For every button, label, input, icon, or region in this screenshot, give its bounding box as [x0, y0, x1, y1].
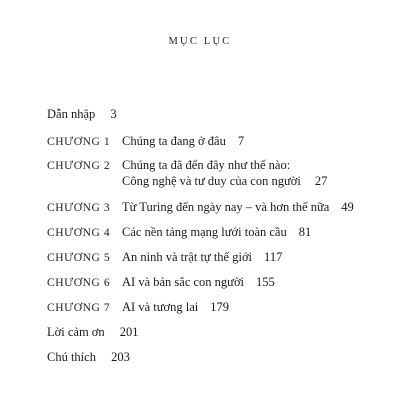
entry-page-number: 203 [111, 350, 130, 364]
chapter-label: CHƯƠNG 7 [47, 302, 111, 314]
toc-entry-chapter-3[interactable] [47, 199, 354, 216]
entry-page-number: 117 [264, 250, 283, 264]
toc-entry-chapter-7[interactable] [47, 299, 229, 316]
entry-title-line2: Công nghệ và tư duy của con người [122, 174, 301, 188]
toc-entry-notes[interactable] [47, 349, 130, 365]
entry-page-number: 7 [237, 134, 245, 148]
entry-page-number: 81 [298, 225, 312, 239]
toc-entry-chapter-4[interactable] [47, 224, 311, 241]
entry-title: Các nền tảng mạng lưới toàn cầu [122, 225, 287, 239]
chapter-label: CHƯƠNG 6 [47, 277, 111, 289]
entry-page-number: 3 [110, 107, 117, 121]
toc-entry-chapter-1[interactable] [47, 133, 244, 150]
chapter-label: CHƯƠNG 5 [47, 252, 111, 264]
chapter-label: CHƯƠNG 2 [47, 160, 111, 172]
entry-page-number: 179 [210, 300, 229, 314]
toc-heading: MỤC LỤC [168, 36, 232, 47]
entry-title: AI và bản sắc con người [122, 275, 245, 289]
entry-title-continuation [122, 173, 327, 189]
toc-entry-chapter-5[interactable] [47, 249, 282, 266]
chapter-label: CHƯƠNG 3 [47, 202, 111, 214]
entry-title: Chú thích [47, 350, 96, 364]
entry-page-number: 49 [341, 200, 354, 214]
entry-title: Chúng ta đang ở đâu [122, 134, 226, 148]
chapter-label: CHƯƠNG 1 [47, 136, 111, 148]
chapter-label: CHƯƠNG 4 [47, 227, 111, 239]
entry-page-number: 201 [119, 325, 139, 339]
entry-title: An ninh và trật tự thế giới [122, 250, 253, 264]
entry-page-number: 27 [314, 174, 328, 188]
toc-entry-chapter-2[interactable] [47, 157, 328, 188]
toc-entry-chapter-6[interactable] [47, 274, 275, 291]
toc-entry-intro[interactable] [47, 106, 117, 122]
entry-title: Dẫn nhập [47, 107, 96, 121]
toc-entry-acknowledgements[interactable] [47, 324, 139, 340]
entry-title: AI và tương lai [122, 300, 199, 314]
entry-title: Chúng ta đã đến đây như thế nào: [122, 158, 291, 172]
entry-title: Lời cảm ơn [47, 325, 105, 339]
entry-page-number: 155 [256, 275, 275, 289]
entry-title: Từ Turing đến ngày nay – và hơn thế nữa [122, 200, 330, 214]
